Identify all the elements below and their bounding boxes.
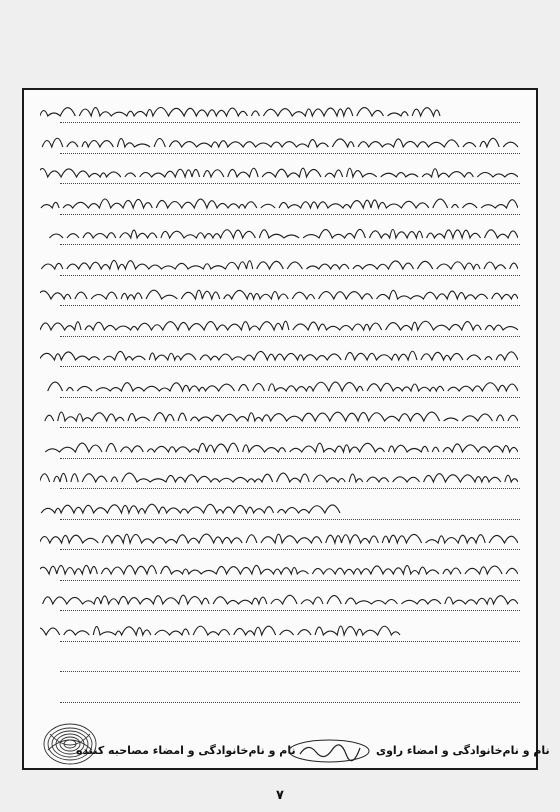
handwritten-line <box>40 129 518 157</box>
handwritten-line <box>40 159 518 187</box>
page-number: ۷ <box>276 788 284 803</box>
handwritten-line <box>40 617 518 645</box>
handwritten-line <box>40 586 518 614</box>
signature-footer <box>28 742 550 766</box>
handwritten-line <box>40 495 518 523</box>
handwritten-line <box>40 525 518 553</box>
handwritten-line <box>40 190 518 218</box>
handwritten-line <box>40 464 518 492</box>
handwritten-line <box>40 403 518 431</box>
ruled-line <box>60 671 520 672</box>
handwritten-line <box>40 98 518 126</box>
handwritten-line <box>40 251 518 279</box>
handwritten-line <box>40 556 518 584</box>
ruled-line <box>60 702 520 703</box>
document-page <box>22 88 538 770</box>
handwritten-line <box>40 312 518 340</box>
handwritten-line <box>40 220 518 248</box>
narrator-signature-label: نام و نام‌خانوادگی و امضاء راوی <box>376 744 550 757</box>
interviewer-signature <box>286 736 372 766</box>
handwritten-line <box>40 373 518 401</box>
interviewer-signature-label: نام و نام‌خانوادگی و امضاء مصاحبه کننده <box>76 744 296 757</box>
handwritten-line <box>40 434 518 462</box>
handwritten-line <box>40 342 518 370</box>
handwritten-line <box>40 281 518 309</box>
